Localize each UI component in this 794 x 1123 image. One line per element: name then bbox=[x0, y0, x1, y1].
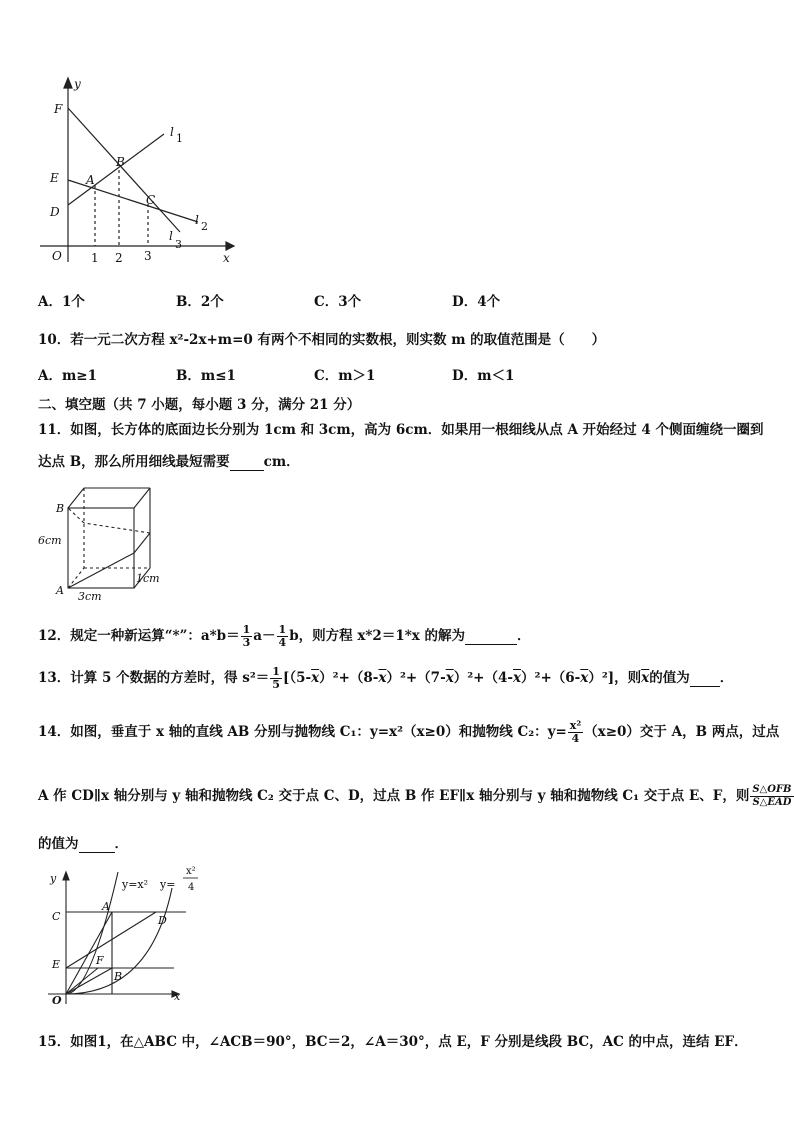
frac-num: S△OFB bbox=[752, 784, 792, 795]
section-heading: 二、填空题（共 7 小题，每小题 3 分，满分 21 分） bbox=[38, 397, 361, 413]
label-l2: l bbox=[195, 213, 199, 227]
q13-text bbox=[38, 666, 733, 691]
q10-option-a: A．m≥1 bbox=[38, 368, 97, 384]
q9-option-a: A．1个 bbox=[38, 294, 85, 310]
figure-cuboid bbox=[38, 478, 168, 606]
figure-parabolas bbox=[40, 862, 200, 1010]
q13-p4: ）²+（4- bbox=[453, 670, 513, 686]
q13-p2: ）²+（8- bbox=[319, 670, 379, 686]
frac-num: 1 bbox=[242, 623, 251, 636]
y-arrow-icon bbox=[63, 872, 69, 880]
q11-line1: 11．如图，长方体的底面边长分别为 1cm 和 3cm，高为 6cm．如果用一根细线从点 A 开始经过 4 个侧面缠绕一圈到 bbox=[38, 422, 764, 438]
x-bar: $\overline{x}$ bbox=[445, 670, 454, 686]
label-l1-sub: 1 bbox=[176, 132, 183, 145]
label-o: O bbox=[52, 994, 62, 1007]
frac-num: 1 bbox=[272, 665, 280, 678]
cuboid-label-b: B bbox=[56, 502, 65, 515]
label-y: y bbox=[74, 77, 81, 91]
label-d: D bbox=[158, 914, 167, 927]
label-b: B bbox=[114, 970, 123, 983]
q9-option-c: C．3个 bbox=[314, 294, 362, 310]
label-curve-c2-num: x² bbox=[186, 866, 196, 877]
q13-p5: ）²+（6- bbox=[521, 670, 581, 686]
q15-text: 15．如图1，在△ABC 中，∠ACB＝90°，BC＝2，∠A＝30°，点 E，F 分别是线段 BC，AC 的中点，连结 EF． bbox=[38, 1034, 748, 1050]
q11-line2-end: cm． bbox=[263, 454, 300, 470]
string-path bbox=[68, 553, 134, 588]
edge bbox=[134, 488, 150, 508]
string-path-hidden bbox=[84, 523, 150, 533]
y-arrow-icon bbox=[64, 78, 72, 88]
cuboid-depth: 1cm bbox=[136, 572, 160, 585]
x-bar: $\overline{x}$ bbox=[641, 670, 650, 686]
q13-end: ． bbox=[719, 670, 734, 686]
answer-blank[interactable] bbox=[79, 836, 115, 853]
cuboid-width: 3cm bbox=[78, 590, 102, 603]
label-x: x bbox=[223, 251, 230, 265]
answer-blank[interactable] bbox=[690, 670, 720, 687]
q14-line1b: （x≥0）交于 A，B 两点，过点 bbox=[584, 724, 780, 740]
q14-line3 bbox=[38, 832, 128, 853]
x-bar: $\overline{x}$ bbox=[311, 670, 320, 686]
label-curve-c2-den: 4 bbox=[188, 882, 195, 893]
q13-body: [（5- bbox=[282, 670, 312, 686]
label-l3: l bbox=[169, 229, 173, 243]
q10-option-b: B．m≤1 bbox=[176, 368, 236, 384]
q9-option-b: B．2个 bbox=[176, 294, 224, 310]
frac-den: 4 bbox=[278, 636, 287, 649]
q14-line2 bbox=[38, 784, 794, 809]
q14-line2a: A 作 CD∥x 轴分别与 y 轴和抛物线 C₂ 交于点 C、D，过点 B 作 EF∥x 轴分别与 y 轴和抛物线 C₁ 交于点 E、F，则 bbox=[38, 788, 750, 804]
label-c: C bbox=[146, 193, 156, 207]
q13-p6: ）²]，则 bbox=[588, 670, 642, 686]
line-ed bbox=[66, 912, 156, 968]
cuboid-height: 6cm bbox=[38, 534, 62, 547]
x-bar: $\overline{x}$ bbox=[378, 670, 387, 686]
label-a: A bbox=[86, 173, 95, 187]
q12-mid1: a－ bbox=[253, 628, 276, 644]
label-curve-c1: y=x² bbox=[122, 878, 149, 891]
line-oa bbox=[66, 912, 112, 994]
label-d: D bbox=[50, 205, 60, 219]
q12-end: ． bbox=[517, 628, 531, 644]
frac-num: 1 bbox=[278, 623, 287, 636]
frac-den: S△EAD bbox=[752, 797, 792, 808]
label-o: O bbox=[52, 249, 62, 263]
q14-line3-text: 的值为 bbox=[38, 836, 79, 852]
q9-option-d: D．4个 bbox=[452, 294, 501, 310]
q10-option-d: D．m＜1 bbox=[452, 368, 515, 384]
label-f: F bbox=[96, 954, 104, 967]
label-y: y bbox=[50, 872, 57, 885]
q13-pre: 13．计算 5 个数据的方差时，得 s²＝ bbox=[38, 670, 270, 686]
label-f: F bbox=[54, 102, 63, 116]
figure-lines-graph bbox=[30, 72, 240, 272]
label-l3-sub: 3 bbox=[175, 238, 182, 251]
cuboid-front bbox=[68, 508, 134, 588]
x-bar: $\overline{x}$ bbox=[512, 670, 522, 686]
label-e: E bbox=[50, 171, 59, 185]
tick-2: 2 bbox=[115, 251, 123, 265]
q14-line3-end: ． bbox=[114, 836, 128, 852]
frac-den: 4 bbox=[571, 732, 580, 745]
q12-text bbox=[38, 624, 531, 649]
frac-den: 3 bbox=[242, 636, 251, 649]
hidden-edge bbox=[68, 568, 84, 588]
tick-3: 3 bbox=[144, 249, 152, 263]
label-a: A bbox=[102, 900, 110, 913]
label-c: C bbox=[52, 910, 61, 923]
edge bbox=[68, 488, 84, 508]
answer-blank[interactable] bbox=[230, 454, 264, 471]
label-b: B bbox=[116, 155, 125, 169]
cuboid-label-a: A bbox=[56, 584, 64, 597]
string-path-hidden bbox=[68, 508, 84, 523]
q10-option-c: C．m＞1 bbox=[314, 368, 376, 384]
label-l2-sub: 2 bbox=[201, 220, 208, 233]
q11-line2 bbox=[38, 450, 300, 471]
answer-blank[interactable] bbox=[465, 628, 517, 645]
x-bar: $\overline{x}$ bbox=[580, 670, 589, 686]
curve-c1 bbox=[66, 872, 118, 994]
q14-line1 bbox=[38, 720, 779, 745]
frac-num: x² bbox=[569, 719, 582, 732]
tick-1: 1 bbox=[91, 251, 99, 265]
q12-pre: 12．规定一种新运算“*”：a*b＝ bbox=[38, 628, 240, 644]
q11-line2-text: 达点 B，那么所用细线最短需要 bbox=[38, 454, 230, 470]
label-e: E bbox=[52, 958, 61, 971]
string-path bbox=[134, 533, 150, 553]
frac-den: 5 bbox=[272, 678, 280, 691]
label-curve-c2: y= bbox=[160, 878, 176, 891]
q10-text: 10．若一元二次方程 x²-2x+m=0 有两个不相同的实数根，则实数 m 的取值范围是（ ） bbox=[38, 332, 606, 348]
q13-p3: ）²+（7- bbox=[386, 670, 446, 686]
label-x: x bbox=[174, 990, 181, 1003]
x-arrow-icon bbox=[226, 242, 234, 250]
label-l1: l bbox=[170, 125, 174, 139]
line-l3 bbox=[68, 108, 180, 232]
q13-p7: 的值为 bbox=[649, 670, 690, 686]
q14-line1a: 14．如图，垂直于 x 轴的直线 AB 分别与抛物线 C₁：y=x²（x≥0）和抛物线 C₂：y= bbox=[38, 724, 567, 740]
line-of bbox=[66, 968, 98, 994]
q12-mid2: b，则方程 x*2＝1*x 的解为 bbox=[289, 628, 466, 644]
